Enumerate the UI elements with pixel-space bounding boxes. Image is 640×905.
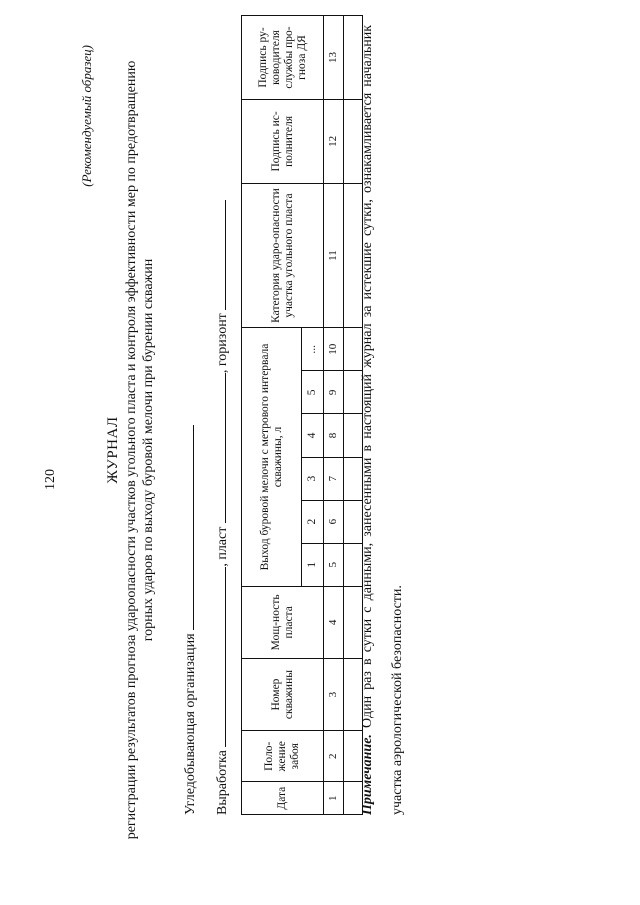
subheader-dots: ...	[302, 328, 324, 371]
organization-blank	[181, 425, 194, 630]
header-drill-output: Выход буровой мелочи с метрового интервала скважины, л	[242, 328, 302, 587]
header-date: Дата	[242, 782, 324, 815]
journal-title: ЖУРНАЛ	[105, 416, 121, 484]
header-executor-signature: Подпись ис-полнителя	[242, 99, 324, 183]
header-well-number: Номер скважины	[242, 658, 324, 730]
column-number: 1	[324, 782, 344, 815]
column-number: 7	[324, 457, 344, 500]
page-number: 120	[43, 469, 58, 490]
column-number: 8	[324, 414, 344, 457]
seam-label: , пласт	[215, 526, 230, 567]
workings-row	[213, 200, 231, 815]
seam-blank	[213, 373, 226, 523]
column-number: 3	[324, 658, 344, 730]
column-number: 13	[324, 16, 344, 100]
header-row	[242, 16, 302, 815]
note-text: Один раз в сутки с данными, занесенными в настоящий журнал за истекшие сутки, ознакамливается начальник участка аэрологической безопасности.	[360, 25, 405, 815]
workings-label: Выработка	[215, 750, 230, 815]
header-category: Категория ударо-опасности участка угольного пласта	[242, 183, 324, 327]
note-label: Примечание.	[360, 734, 375, 815]
column-numbers-row	[324, 16, 344, 815]
rotated-page	[15, 15, 625, 885]
journal-table	[241, 15, 363, 815]
horizon-label: , горизонт	[215, 313, 230, 374]
note	[353, 25, 413, 815]
organization-row	[181, 425, 199, 815]
header-face-position: Поло-жение забоя	[242, 731, 324, 782]
column-number: 12	[324, 99, 344, 183]
header-seam-thickness: Мощ-ность пласта	[242, 586, 324, 658]
journal-subtitle: регистрации результатов прогноза удароопасности участков угольного пласта и контроля эффективности мер по предотвращению горных ударов по выходу буровой мелочи при бурении скважин	[124, 60, 156, 840]
subheader-1: 1	[302, 543, 324, 586]
column-number: 6	[324, 500, 344, 543]
subheader-2: 2	[302, 500, 324, 543]
workings-blank	[213, 567, 226, 747]
column-number: 4	[324, 586, 344, 658]
organization-label: Угледобывающая организация	[183, 633, 198, 815]
subheader-4: 4	[302, 414, 324, 457]
subheader-5: 5	[302, 371, 324, 414]
column-number: 10	[324, 328, 344, 371]
header-head-signature: Подпись ру-ководителя службы про-гноза ДЯ	[242, 16, 324, 100]
subheader-3: 3	[302, 457, 324, 500]
recommended-sample-label: (Рекомендуемый образец)	[79, 45, 94, 187]
column-number: 2	[324, 731, 344, 782]
column-number: 9	[324, 371, 344, 414]
horizon-blank	[213, 200, 226, 310]
column-number: 11	[324, 183, 344, 327]
column-number: 5	[324, 543, 344, 586]
